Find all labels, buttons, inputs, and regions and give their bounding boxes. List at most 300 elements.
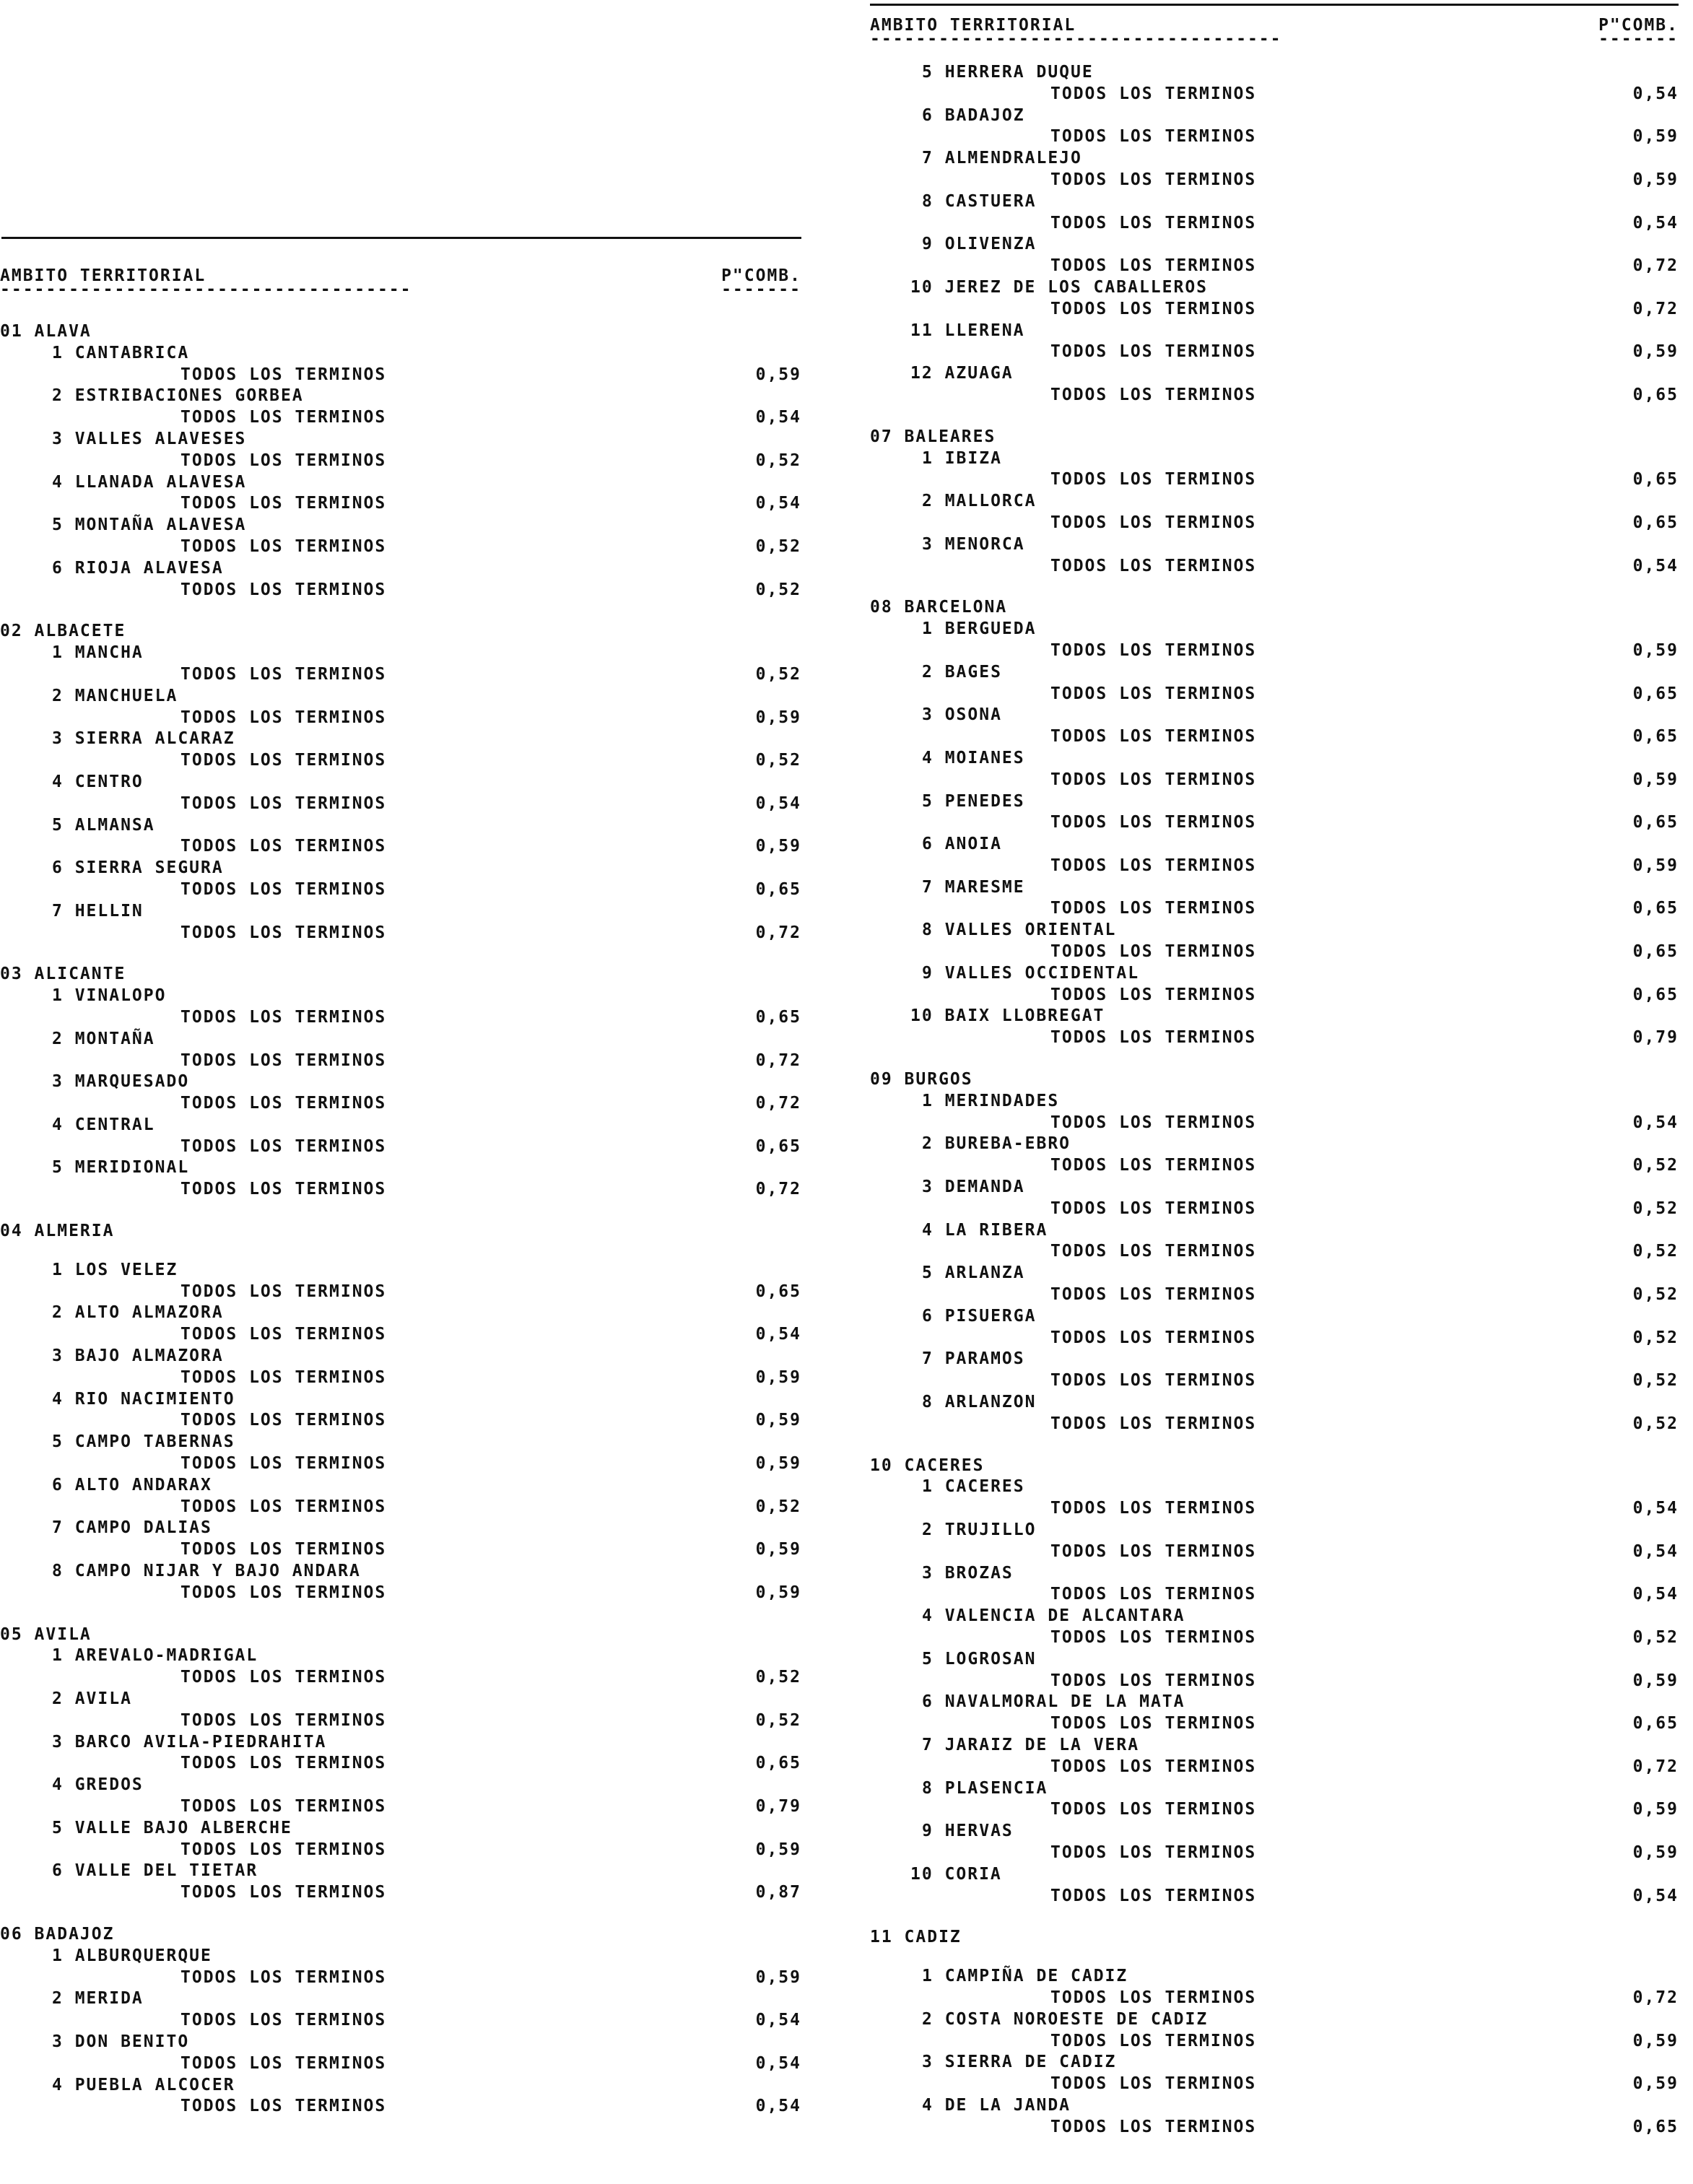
- comarca-name: 3 VALLES ALAVESES: [52, 429, 247, 448]
- price-value: 0,59: [1632, 170, 1679, 189]
- term-row: [0, 1453, 801, 1475]
- term-label: TODOS LOS TERMINOS: [180, 1325, 387, 1344]
- price-value: 0,59: [1632, 770, 1679, 789]
- header-title-dashes: ------------------------------------: [870, 30, 1282, 48]
- comarca-name: 7 MARESME: [922, 877, 1025, 897]
- term-label: TODOS LOS TERMINOS: [180, 837, 387, 856]
- province-block: [870, 1456, 1679, 1907]
- price-value: 0,52: [1632, 1371, 1679, 1391]
- comarca-entry: [870, 1778, 1679, 1822]
- term-label: TODOS LOS TERMINOS: [180, 793, 387, 813]
- comarca-entry: [870, 963, 1679, 1006]
- spacer: [0, 1243, 801, 1260]
- comarca-entry: [0, 686, 801, 729]
- term-row: [870, 256, 1679, 277]
- comarca-entry: [0, 472, 801, 515]
- province-name: 09 BURGOS: [870, 1070, 973, 1089]
- term-label: TODOS LOS TERMINOS: [180, 1136, 387, 1156]
- term-row: [0, 664, 801, 686]
- comarca-name: 5 MONTAÑA ALAVESA: [52, 515, 247, 535]
- comarca-name: 1 VINALOPO: [52, 986, 167, 1006]
- price-value: 0,54: [1632, 556, 1679, 575]
- comarca-name: 2 MALLORCA: [922, 492, 1037, 511]
- comarca-entry: [870, 2009, 1679, 2053]
- comarca-entry: [0, 901, 801, 944]
- term-row: [870, 556, 1679, 578]
- term-row: [0, 1539, 801, 1561]
- comarca-name: 4 RIO NACIMIENTO: [52, 1389, 235, 1409]
- term-row: [0, 879, 801, 901]
- price-value: 0,52: [755, 1497, 801, 1516]
- comarca-name: 6 NAVALMORAL DE LA MATA: [922, 1692, 1185, 1712]
- term-row: [870, 1113, 1679, 1134]
- province-block: [0, 621, 801, 944]
- term-label: TODOS LOS TERMINOS: [1050, 127, 1257, 147]
- comarca-entry: [870, 748, 1679, 791]
- comarca-name: 5 PENEDES: [922, 791, 1025, 811]
- term-row: [870, 1498, 1679, 1520]
- comarca-name: 5 MERIDIONAL: [52, 1158, 190, 1178]
- comarca-name: 1 ALBURQUERQUE: [52, 1946, 212, 1965]
- term-row: [870, 1757, 1679, 1778]
- term-label: TODOS LOS TERMINOS: [1050, 640, 1257, 660]
- price-value: 0,54: [755, 408, 801, 427]
- price-value: 0,65: [1632, 899, 1679, 918]
- term-label: TODOS LOS TERMINOS: [180, 1094, 387, 1113]
- term-label: TODOS LOS TERMINOS: [1050, 1714, 1257, 1733]
- comarca-entry: [870, 1649, 1679, 1692]
- term-row: [0, 493, 801, 515]
- comarca-entry: [870, 321, 1679, 364]
- comarca-name: 6 PISUERGA: [922, 1306, 1037, 1326]
- comarca-entry: [870, 619, 1679, 662]
- header-title-dashes: ------------------------------------: [0, 280, 412, 299]
- comarca-entry: [0, 558, 801, 601]
- comarca-entry: [870, 1864, 1679, 1907]
- comarca-name: 2 AVILA: [52, 1689, 132, 1709]
- comarca-entry: [870, 1392, 1679, 1435]
- comarca-name: 1 CANTABRICA: [52, 343, 190, 362]
- comarca-name: 3 BARCO AVILA-PIEDRAHITA: [52, 1732, 327, 1752]
- price-value: 0,52: [1632, 1627, 1679, 1647]
- term-row: [0, 708, 801, 729]
- price-value: 0,52: [755, 1710, 801, 1730]
- comarca-name: 1 LOS VELEZ: [52, 1260, 178, 1279]
- price-value: 0,54: [755, 1325, 801, 1344]
- price-value: 0,65: [1632, 513, 1679, 532]
- term-row: [0, 1050, 801, 1072]
- term-label: TODOS LOS TERMINOS: [180, 751, 387, 770]
- term-row: [870, 1799, 1679, 1821]
- comarca-entry: [870, 877, 1679, 921]
- comarca-name: 3 SIERRA ALCARAZ: [52, 729, 235, 749]
- comarca-entry: [870, 448, 1679, 492]
- comarca-entry: [0, 1732, 801, 1775]
- price-value: 0,52: [1632, 1328, 1679, 1347]
- province-block: [870, 62, 1679, 406]
- top-rule: [1, 237, 801, 239]
- comarca-name: 7 JARAIZ DE LA VERA: [922, 1735, 1140, 1754]
- term-row: [870, 1284, 1679, 1306]
- comarca-name: 10 CORIA: [910, 1864, 1002, 1884]
- price-value: 0,54: [1632, 213, 1679, 232]
- price-value: 0,65: [1632, 942, 1679, 962]
- term-row: [0, 1136, 801, 1158]
- term-row: [0, 2096, 801, 2118]
- province-block: [870, 1069, 1679, 1435]
- province-name: 10 CACERES: [870, 1456, 985, 1475]
- term-row: [0, 1710, 801, 1732]
- term-row: [870, 2074, 1679, 2095]
- province-list: [0, 321, 801, 2118]
- term-row: [870, 985, 1679, 1006]
- price-value: 0,65: [1632, 2117, 1679, 2136]
- comarca-name: 2 BAGES: [922, 662, 1002, 682]
- term-label: TODOS LOS TERMINOS: [1050, 1886, 1257, 1905]
- comarca-name: 2 MANCHUELA: [52, 686, 178, 705]
- term-label: TODOS LOS TERMINOS: [1050, 813, 1257, 832]
- price-value: 0,54: [1632, 1499, 1679, 1518]
- comarca-entry: [870, 62, 1679, 105]
- comarca-name: 3 SIERRA DE CADIZ: [922, 2053, 1117, 2072]
- price-value: 0,79: [755, 1797, 801, 1816]
- term-row: [0, 536, 801, 558]
- price-value: 0,54: [755, 2097, 801, 2116]
- price-value: 0,59: [755, 1411, 801, 1430]
- province-block: [0, 964, 801, 1201]
- comarca-name: 10 JEREZ DE LOS CABALLEROS: [910, 277, 1209, 297]
- price-value: 0,65: [1632, 985, 1679, 1004]
- header-price-dashes: -------: [721, 280, 801, 299]
- comarca-entry: [870, 791, 1679, 835]
- term-row: [0, 1282, 801, 1303]
- province-name: 07 BALEARES: [870, 427, 996, 446]
- term-label: TODOS LOS TERMINOS: [1050, 1414, 1257, 1433]
- price-value: 0,59: [1632, 856, 1679, 875]
- comarca-name: 7 ALMENDRALEJO: [922, 149, 1082, 168]
- comarca-entry: [870, 1606, 1679, 1649]
- price-value: 0,72: [755, 1180, 801, 1199]
- price-value: 0,59: [1632, 640, 1679, 660]
- term-label: TODOS LOS TERMINOS: [1050, 213, 1257, 232]
- comarca-name: 1 CACERES: [922, 1477, 1025, 1497]
- price-value: 0,52: [1632, 1285, 1679, 1305]
- comarca-name: 1 IBIZA: [922, 448, 1002, 468]
- term-row: [0, 1667, 801, 1689]
- price-value: 0,59: [1632, 1671, 1679, 1690]
- comarca-name: 4 LLANADA ALAVESA: [52, 472, 247, 492]
- term-row: [870, 726, 1679, 748]
- price-value: 0,52: [755, 664, 801, 684]
- comarca-name: 9 OLIVENZA: [922, 235, 1037, 254]
- term-label: TODOS LOS TERMINOS: [180, 408, 387, 427]
- term-label: TODOS LOS TERMINOS: [1050, 856, 1257, 875]
- term-label: TODOS LOS TERMINOS: [1050, 1757, 1257, 1776]
- price-value: 0,72: [1632, 1757, 1679, 1776]
- price-value: 0,54: [1632, 1541, 1679, 1561]
- price-value: 0,59: [1632, 2031, 1679, 2050]
- comarca-entry: [870, 662, 1679, 705]
- price-value: 0,65: [755, 1136, 801, 1156]
- comarca-entry: [0, 1071, 801, 1115]
- province-block: [0, 1221, 801, 1604]
- term-row: [0, 1179, 801, 1201]
- price-value: 0,65: [755, 1282, 801, 1301]
- term-row: [870, 2031, 1679, 2053]
- term-label: TODOS LOS TERMINOS: [180, 708, 387, 727]
- term-row: [870, 1886, 1679, 1907]
- comarca-entry: [870, 1006, 1679, 1049]
- comarca-entry: [0, 429, 801, 472]
- term-label: TODOS LOS TERMINOS: [1050, 1242, 1257, 1261]
- comarca-name: 8 ARLANZON: [922, 1393, 1037, 1412]
- comarca-name: 5 ALMANSA: [52, 815, 155, 835]
- price-value: 0,65: [1632, 727, 1679, 747]
- price-value: 0,59: [1632, 342, 1679, 362]
- price-value: 0,59: [755, 1454, 801, 1474]
- term-label: TODOS LOS TERMINOS: [180, 536, 387, 556]
- term-label: TODOS LOS TERMINOS: [1050, 2117, 1257, 2136]
- comarca-entry: [870, 105, 1679, 149]
- term-label: TODOS LOS TERMINOS: [180, 1540, 387, 1559]
- term-label: TODOS LOS TERMINOS: [1050, 1028, 1257, 1048]
- comarca-entry: [0, 1115, 801, 1158]
- comarca-entry: [0, 772, 801, 815]
- comarca-name: 8 VALLES ORIENTAL: [922, 921, 1117, 940]
- comarca-entry: [870, 705, 1679, 748]
- comarca-entry: [870, 148, 1679, 191]
- comarca-name: 9 VALLES OCCIDENTAL: [922, 963, 1140, 983]
- term-label: TODOS LOS TERMINOS: [180, 1454, 387, 1474]
- term-row: [870, 469, 1679, 491]
- price-value: 0,79: [1632, 1028, 1679, 1048]
- comarca-entry: [870, 1476, 1679, 1520]
- price-value: 0,52: [1632, 1414, 1679, 1433]
- comarca-entry: [870, 1563, 1679, 1606]
- comarca-entry: [0, 343, 801, 386]
- term-label: TODOS LOS TERMINOS: [1050, 1156, 1257, 1175]
- term-row: [870, 898, 1679, 920]
- price-value: 0,52: [755, 451, 801, 470]
- comarca-name: 4 CENTRO: [52, 772, 144, 791]
- term-row: [0, 451, 801, 472]
- comarca-name: 7 HELLIN: [52, 901, 144, 921]
- comarca-name: 1 CAMPIÑA DE CADIZ: [922, 1967, 1128, 1986]
- term-label: TODOS LOS TERMINOS: [180, 1497, 387, 1516]
- price-value: 0,59: [755, 365, 801, 384]
- term-label: TODOS LOS TERMINOS: [180, 1282, 387, 1301]
- comarca-entry: [870, 1349, 1679, 1392]
- comarca-name: 12 AZUAGA: [910, 364, 1014, 383]
- comarca-name: 2 MONTAÑA: [52, 1029, 155, 1048]
- comarca-entry: [870, 1520, 1679, 1563]
- price-value: 0,65: [755, 1007, 801, 1027]
- term-label: TODOS LOS TERMINOS: [180, 1754, 387, 1773]
- term-row: [870, 1155, 1679, 1177]
- price-value: 0,72: [755, 923, 801, 942]
- term-row: [870, 341, 1679, 363]
- province-name: 01 ALAVA: [0, 322, 92, 341]
- comarca-entry: [870, 491, 1679, 534]
- term-row: [870, 812, 1679, 834]
- price-value: 0,54: [1632, 1886, 1679, 1905]
- province-block: [0, 1924, 801, 2118]
- term-label: TODOS LOS TERMINOS: [1050, 1499, 1257, 1518]
- comarca-entry: [870, 2052, 1679, 2095]
- price-value: 0,54: [755, 2053, 801, 2073]
- term-label: TODOS LOS TERMINOS: [1050, 942, 1257, 962]
- term-row: [0, 365, 801, 386]
- comarca-name: 11 LLERENA: [910, 321, 1025, 340]
- price-value: 0,54: [1632, 84, 1679, 103]
- comarca-name: 3 MARQUESADO: [52, 1072, 190, 1092]
- term-label: TODOS LOS TERMINOS: [1050, 1671, 1257, 1690]
- province-name: 04 ALMERIA: [0, 1222, 115, 1241]
- term-label: TODOS LOS TERMINOS: [1050, 342, 1257, 362]
- comarca-entry: [870, 834, 1679, 877]
- term-row: [870, 1328, 1679, 1349]
- price-value: 0,54: [1632, 1585, 1679, 1604]
- province-name: 03 ALICANTE: [0, 965, 126, 984]
- price-value: 0,59: [755, 1367, 801, 1387]
- header-price-label: P"COMB.: [721, 266, 801, 285]
- term-row: [870, 1541, 1679, 1563]
- term-label: TODOS LOS TERMINOS: [1050, 1800, 1257, 1819]
- right-column: [870, 4, 1679, 2139]
- term-row: [0, 1882, 801, 1904]
- comarca-entry: [0, 1689, 801, 1732]
- comarca-name: 8 CAMPO NIJAR Y BAJO ANDARA: [52, 1562, 361, 1581]
- term-row: [0, 836, 801, 858]
- comarca-entry: [0, 386, 801, 429]
- comarca-entry: [870, 1134, 1679, 1177]
- term-row: [870, 170, 1679, 191]
- term-row: [870, 1414, 1679, 1435]
- price-value: 0,65: [1632, 385, 1679, 404]
- comarca-entry: [0, 1260, 801, 1303]
- term-row: [870, 684, 1679, 705]
- comarca-entry: [870, 1306, 1679, 1349]
- comarca-name: 10 BAIX LLOBREGAT: [910, 1006, 1105, 1026]
- price-value: 0,59: [1632, 127, 1679, 147]
- term-row: [0, 1753, 801, 1775]
- term-row: [0, 793, 801, 815]
- comarca-name: 1 AREVALO-MADRIGAL: [52, 1646, 258, 1666]
- price-value: 0,65: [1632, 813, 1679, 832]
- term-row: [0, 1093, 801, 1115]
- price-value: 0,52: [755, 536, 801, 556]
- term-row: [0, 1583, 801, 1604]
- comarca-name: 4 LA RIBERA: [922, 1220, 1048, 1240]
- comarca-entry: [870, 2095, 1679, 2139]
- term-row: [870, 1627, 1679, 1649]
- comarca-entry: [0, 1988, 801, 2032]
- comarca-name: 2 COSTA NOROESTE DE CADIZ: [922, 2009, 1209, 2029]
- term-row: [870, 640, 1679, 662]
- comarca-entry: [0, 1346, 801, 1389]
- header-title: AMBITO TERRITORIAL: [0, 266, 206, 285]
- comarca-entry: [870, 1735, 1679, 1778]
- comarca-name: 1 BERGUEDA: [922, 619, 1037, 639]
- term-row: [870, 1671, 1679, 1692]
- price-value: 0,52: [1632, 1156, 1679, 1175]
- comarca-entry: [0, 858, 801, 901]
- term-label: TODOS LOS TERMINOS: [180, 664, 387, 684]
- term-label: TODOS LOS TERMINOS: [1050, 170, 1257, 189]
- comarca-entry: [0, 986, 801, 1029]
- price-value: 0,52: [1632, 1242, 1679, 1261]
- comarca-name: 4 GREDOS: [52, 1775, 144, 1795]
- header-title: AMBITO TERRITORIAL: [870, 16, 1076, 35]
- term-row: [870, 1198, 1679, 1220]
- term-row: [870, 385, 1679, 406]
- term-label: TODOS LOS TERMINOS: [1050, 2074, 1257, 2094]
- comarca-entry: [870, 920, 1679, 963]
- comarca-name: 6 VALLE DEL TIETAR: [52, 1861, 258, 1881]
- term-label: TODOS LOS TERMINOS: [180, 1883, 387, 1902]
- term-label: TODOS LOS TERMINOS: [1050, 556, 1257, 575]
- term-row: [870, 513, 1679, 534]
- comarca-name: 4 DE LA JANDA: [922, 2095, 1071, 2115]
- left-column: [0, 237, 801, 2118]
- comarca-name: 2 BUREBA-EBRO: [922, 1134, 1071, 1154]
- comarca-name: 7 PARAMOS: [922, 1349, 1025, 1369]
- term-label: TODOS LOS TERMINOS: [180, 1797, 387, 1816]
- comarca-entry: [870, 1177, 1679, 1220]
- province-name: 08 BARCELONA: [870, 598, 1008, 617]
- term-label: TODOS LOS TERMINOS: [1050, 470, 1257, 490]
- comarca-entry: [870, 1821, 1679, 1864]
- term-label: TODOS LOS TERMINOS: [180, 365, 387, 384]
- term-label: TODOS LOS TERMINOS: [180, 1710, 387, 1730]
- comarca-name: 2 ESTRIBACIONES GORBEA: [52, 386, 304, 406]
- term-row: [0, 1840, 801, 1861]
- price-value: 0,59: [755, 1583, 801, 1602]
- term-row: [0, 923, 801, 944]
- term-label: TODOS LOS TERMINOS: [1050, 1843, 1257, 1862]
- term-label: TODOS LOS TERMINOS: [180, 1007, 387, 1027]
- price-value: 0,72: [1632, 256, 1679, 276]
- term-label: TODOS LOS TERMINOS: [180, 1050, 387, 1070]
- term-label: TODOS LOS TERMINOS: [180, 1668, 387, 1687]
- term-row: [0, 1410, 801, 1432]
- price-value: 0,65: [1632, 684, 1679, 703]
- comarca-entry: [870, 534, 1679, 578]
- term-label: TODOS LOS TERMINOS: [180, 1583, 387, 1602]
- term-label: TODOS LOS TERMINOS: [180, 1180, 387, 1199]
- comarca-name: 1 MERINDADES: [922, 1091, 1060, 1110]
- price-value: 0,65: [755, 1754, 801, 1773]
- price-value: 0,59: [755, 1967, 801, 1987]
- term-label: TODOS LOS TERMINOS: [180, 494, 387, 513]
- price-value: 0,52: [755, 1668, 801, 1687]
- term-label: TODOS LOS TERMINOS: [1050, 1585, 1257, 1604]
- comarca-name: 8 PLASENCIA: [922, 1778, 1048, 1798]
- term-label: TODOS LOS TERMINOS: [1050, 385, 1257, 404]
- term-row: [0, 1007, 801, 1029]
- term-row: [0, 580, 801, 601]
- term-row: [0, 407, 801, 429]
- term-label: TODOS LOS TERMINOS: [1050, 1988, 1257, 2007]
- comarca-entry: [0, 1561, 801, 1604]
- price-value: 0,54: [755, 793, 801, 813]
- comarca-name: 2 TRUJILLO: [922, 1520, 1037, 1539]
- comarca-entry: [870, 1220, 1679, 1263]
- term-label: TODOS LOS TERMINOS: [1050, 299, 1257, 318]
- comarca-name: 8 CASTUERA: [922, 191, 1037, 211]
- comarca-entry: [0, 815, 801, 858]
- comarca-name: 5 CAMPO TABERNAS: [52, 1432, 235, 1452]
